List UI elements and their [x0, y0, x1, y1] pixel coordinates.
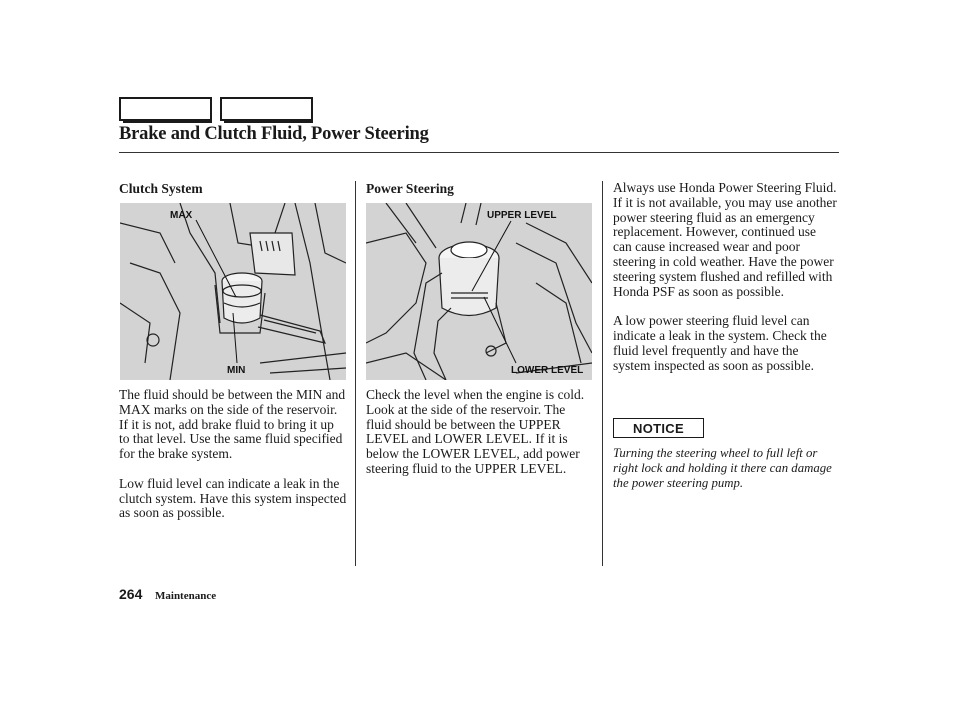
- title-rule: [119, 152, 839, 153]
- power-steering-body-text: [366, 388, 594, 492]
- column-divider-1: [355, 181, 356, 566]
- power-steering-heading: Power Steering: [366, 181, 454, 196]
- clutch-paragraph-2: Low fluid level can indicate a leak in the clutch system. Have this system inspected as soon as possible.: [119, 475, 347, 521]
- upper-level-label: UPPER LEVEL: [487, 210, 557, 221]
- clutch-paragraph-1: The fluid should be between the MIN and MAX marks on the side of the reservoir. If it is not, add brake fluid to bring it up to that level. Use the same fluid specified for the brake system.: [119, 387, 346, 462]
- clutch-reservoir-illustration: [120, 203, 346, 380]
- notice-badge: [613, 418, 704, 438]
- page-title: Brake and Clutch Fluid, Power Steering: [119, 124, 429, 144]
- right-paragraph-1: Always use Honda Power Steering Fluid. If it is not available, you may use another power steering fluid as an emergency replacement. However, continued use can cause increased wear and poor steering in cold weather. Have the power steering system flushed and refilled with Honda PSF as soon as possible.: [613, 180, 837, 299]
- nav-tab-box-1[interactable]: [119, 97, 212, 121]
- page-number: 264: [119, 586, 143, 602]
- column-divider-2: [602, 181, 603, 566]
- nav-tab-box-2[interactable]: [220, 97, 313, 121]
- min-label: MIN: [227, 365, 246, 376]
- footer-section-name: Maintenance: [155, 590, 217, 602]
- clutch-body-text: [119, 388, 347, 536]
- right-paragraph-2: A low power steering fluid level can indicate a leak in the system. Check the fluid level frequently and have the system inspected as soon as possible.: [613, 313, 827, 373]
- clutch-system-heading: Clutch System: [119, 181, 203, 196]
- notice-text: Turning the steering wheel to full left or right lock and holding it there can damage the power steering pump.: [613, 446, 832, 490]
- lower-level-label: LOWER LEVEL: [511, 365, 584, 376]
- notice-label: NOTICE: [633, 420, 684, 436]
- power-steering-reservoir-illustration: [366, 203, 592, 380]
- power-steering-paragraph-1: Check the level when the engine is cold. Look at the side of the reservoir. The fluid should be between the UPPER LEVEL and LOWER LEVEL. If it is below the LOWER LEVEL, add power steering fluid to the UPPER LEVEL.: [366, 387, 585, 476]
- right-column-text: [613, 181, 838, 388]
- max-label: MAX: [170, 210, 193, 221]
